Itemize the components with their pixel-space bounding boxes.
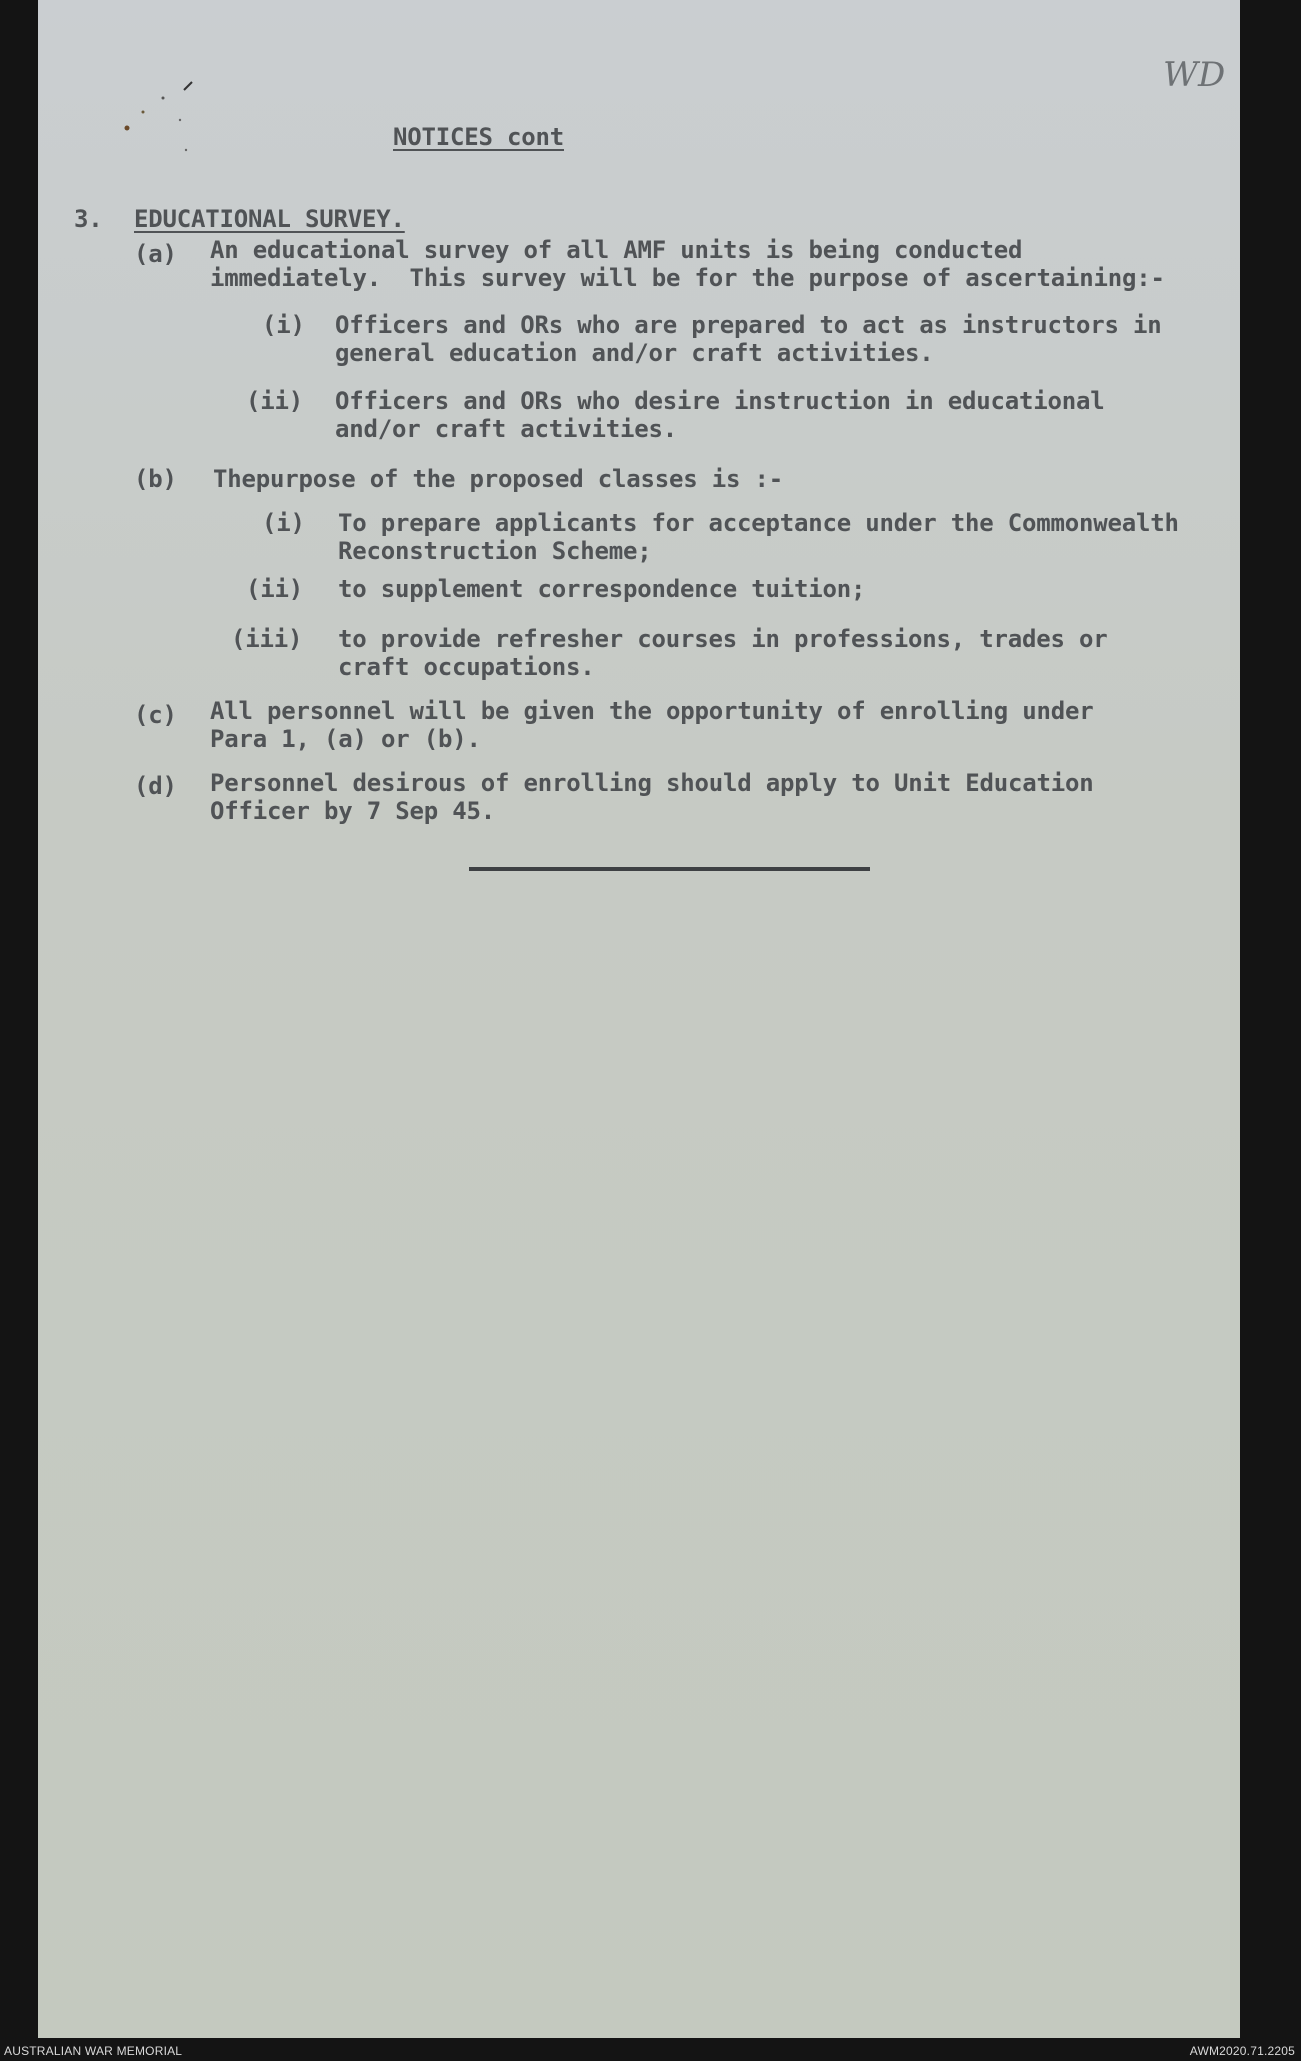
- item-c-label: (c): [134, 701, 177, 729]
- item-a-line2: immediately. This survey will be for the purpose of ascertaining:-: [210, 264, 1165, 292]
- item-b-iii-line2: craft occupations.: [338, 653, 595, 681]
- handwritten-mark: WD: [1163, 55, 1226, 95]
- item-b-ii-line1: to supplement correspondence tuition;: [338, 575, 866, 603]
- item-c-line2: Para 1, (a) or (b).: [210, 725, 481, 753]
- item-a-line1: An educational survey of all AMF units is being conducted: [210, 236, 1023, 264]
- item-d-label: (d): [134, 772, 177, 800]
- item-b-iii-label: (iii): [231, 625, 303, 653]
- section-number: 3.: [74, 205, 103, 233]
- item-b-iii-line1: to provide refresher courses in professions, trades or: [338, 625, 1108, 653]
- item-a-i-label: (i): [262, 311, 305, 339]
- item-b-label: (b): [134, 465, 177, 493]
- item-b-i-label: (i): [262, 509, 305, 537]
- item-a-i-line2: general education and/or craft activities.: [335, 339, 934, 367]
- section-title-text: EDUCATIONAL SURVEY.: [134, 205, 405, 233]
- paper-marks: [118, 80, 218, 170]
- item-b-i-line1: To prepare applicants for acceptance under the Commonwealth: [338, 509, 1179, 537]
- item-a-ii-line1: Officers and ORs who desire instruction in educational: [335, 387, 1105, 415]
- item-b-i-line2: Reconstruction Scheme;: [338, 537, 652, 565]
- page-heading: NOTICES cont: [393, 123, 564, 151]
- item-a-i-line1: Officers and ORs who are prepared to act as instructors in: [335, 311, 1162, 339]
- item-a-label: (a): [134, 240, 177, 268]
- item-b-line1: Thepurpose of the proposed classes is :-: [213, 465, 783, 493]
- closing-rule: [469, 867, 870, 871]
- item-b-ii-label: (ii): [246, 575, 303, 603]
- section-title: [134, 205, 405, 234]
- item-d-line2: Officer by 7 Sep 45.: [210, 797, 495, 825]
- item-a-ii-label: (ii): [246, 387, 303, 415]
- item-d-line1: Personnel desirous of enrolling should apply to Unit Education: [210, 769, 1094, 797]
- item-c-line1: All personnel will be given the opportunity of enrolling under: [210, 697, 1094, 725]
- footer-reference: AWM2020.71.2205: [1189, 2044, 1295, 2058]
- footer-source: AUSTRALIAN WAR MEMORIAL: [4, 2044, 183, 2058]
- document-sheet: [38, 0, 1240, 2038]
- item-a-ii-line2: and/or craft activities.: [335, 415, 677, 443]
